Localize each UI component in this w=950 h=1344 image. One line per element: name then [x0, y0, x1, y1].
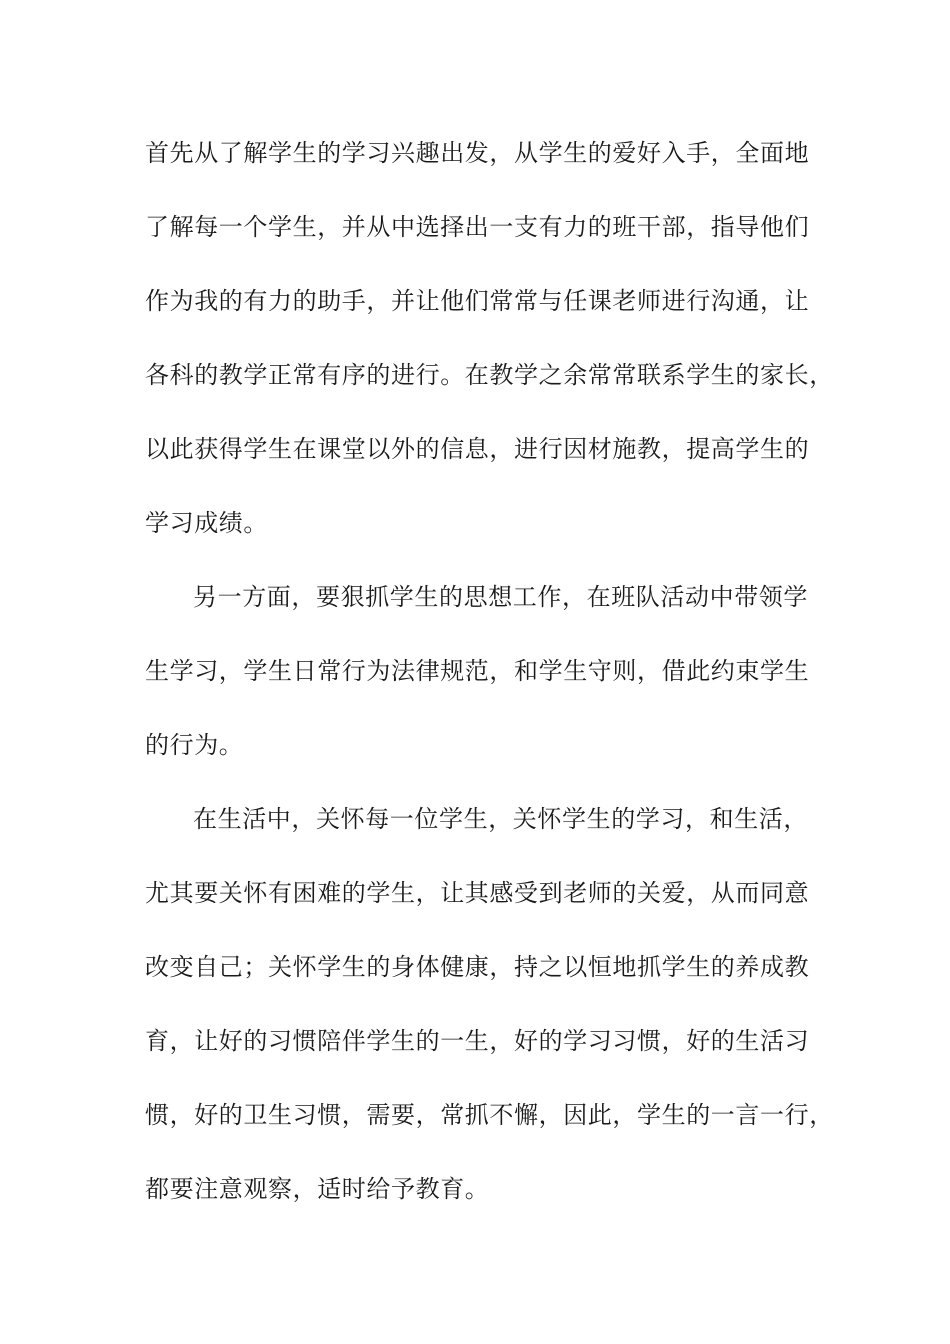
paragraph-line: 尤其要关怀有困难的学生，让其感受到老师的关爱，从而同意 — [145, 879, 810, 907]
paragraph-line: 另一方面，要狠抓学生的思想工作，在班队活动中带领学 — [193, 583, 808, 611]
paragraph-line: 惯，好的卫生习惯，需要，常抓不懈，因此，学生的一言一行， — [145, 1101, 834, 1129]
paragraph-line: 以此获得学生在课堂以外的信息，进行因材施教，提高学生的 — [145, 435, 810, 463]
paragraph-line: 改变自己；关怀学生的身体健康，持之以恒地抓学生的养成教 — [145, 953, 810, 981]
paragraph-line: 的行为。 — [145, 731, 244, 759]
paragraph-line: 了解每一个学生，并从中选择出一支有力的班干部，指导他们 — [145, 213, 810, 241]
paragraph-line: 首先从了解学生的学习兴趣出发，从学生的爱好入手，全面地 — [145, 139, 810, 167]
paragraph-line: 育，让好的习惯陪伴学生的一生，好的学习习惯，好的生活习 — [145, 1027, 810, 1055]
paragraph-line: 都要注意观察，适时给予教育。 — [145, 1175, 490, 1203]
paragraph-line: 各科的教学正常有序的进行。在教学之余常常联系学生的家长， — [145, 361, 834, 389]
paragraph-line: 学习成绩。 — [145, 509, 268, 537]
paragraph-line: 作为我的有力的助手，并让他们常常与任课老师进行沟通，让 — [145, 287, 810, 315]
paragraph-line: 生学习，学生日常行为法律规范，和学生守则，借此约束学生 — [145, 657, 810, 685]
paragraph-line: 在生活中，关怀每一位学生，关怀学生的学习，和生活， — [193, 805, 808, 833]
